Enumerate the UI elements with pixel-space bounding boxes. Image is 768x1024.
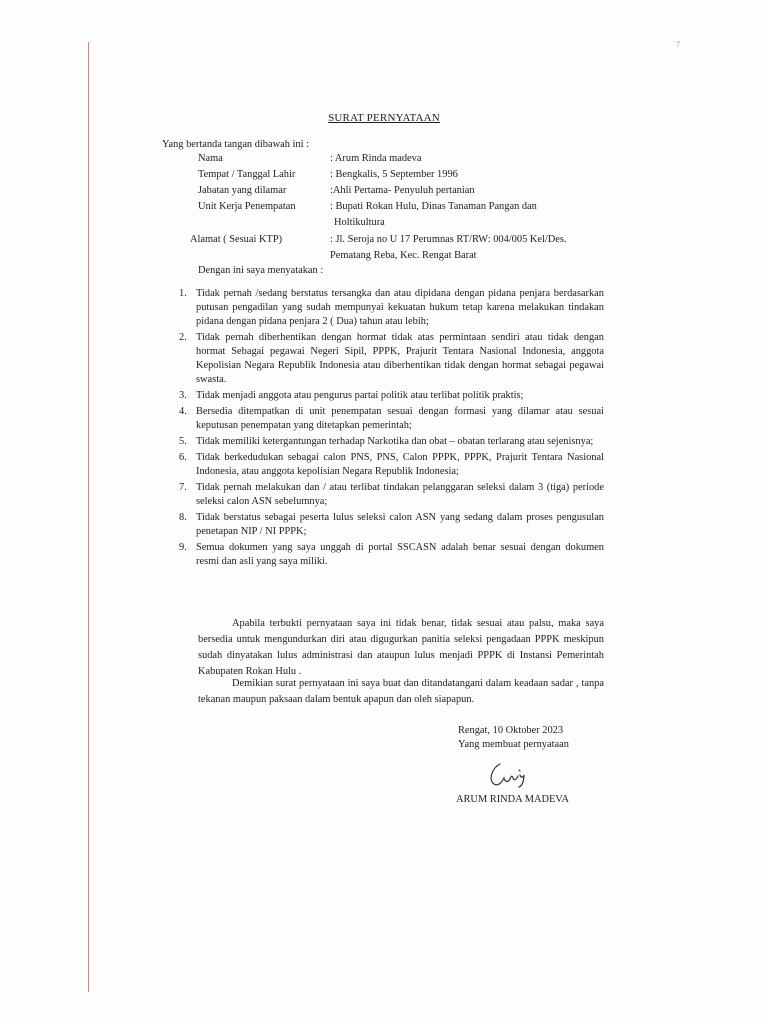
field-value-ttl: : Bengkalis, 5 September 1996 — [330, 169, 458, 180]
list-item — [179, 435, 604, 449]
item-number: 5. — [179, 436, 187, 447]
item-text: Tidak menjadi anggota atau pengurus partai politik atau terlibat politik praktis; — [196, 390, 524, 401]
closing-paragraph-1-text: Apabila terbukti pernyataan saya ini tidak benar, tidak sesuai atau palsu, maka saya bersedia untuk mengundurkan diri atau digugurkan panitia seleksi pengadaan PPPK meskipun sudah dinyatakan lulus administrasi dan ataupun lulus menjadi PPPK di Instansi Pemerintah Kabupaten Rokan Hulu . — [198, 618, 604, 677]
field-value-nama: : Arum Rinda madeva — [330, 153, 422, 164]
field-value-jabatan: :Ahli Pertama- Penyuluh pertanian — [330, 185, 475, 196]
item-number: 1. — [179, 288, 187, 299]
statement-intro: Dengan ini saya menyatakan : — [198, 265, 324, 276]
closing-paragraph-1 — [198, 616, 604, 680]
list-item — [179, 481, 604, 509]
list-item — [179, 511, 604, 539]
signer-name: ARUM RINDA MADEVA — [456, 794, 569, 805]
closing-paragraph-2 — [198, 676, 604, 708]
item-number: 6. — [179, 452, 187, 463]
page-mark: 7 — [676, 40, 680, 49]
handwritten-signature — [486, 756, 532, 790]
item-number: 3. — [179, 390, 187, 401]
item-text: Tidak pernah diberhentikan dengan hormat tidak atas permintaan sendiri atau tidak dengan hormat Sebagai pegawai Negeri Sipil, PPPK, Prajurit Tentara Nasional Indonesia, anggota Kepolisian Negara Republik Indonesia atau diberhentikan tidak dengan hormat sebagai pegawai swasta. — [196, 332, 604, 385]
field-label-jabatan: Jabatan yang dilamar — [198, 185, 287, 196]
field-label-alamat: Alamat ( Sesuai KTP) — [190, 234, 283, 245]
list-item — [179, 287, 604, 329]
item-text: Tidak berkedudukan sebagai calon PNS, PNS, Calon PPPK, PPPK, Prajurit Tentara Nasional Indonesia, atau anggota kepolisian Negara Republik Indonesia; — [196, 452, 604, 477]
list-item — [179, 541, 604, 569]
item-text: Tidak pernah /sedang berstatus tersangka dan atau dipidana dengan pidana penjara berdasarkan putusan pengadilan yang sudah mempunyai kekuatan hukum tetap karena melakukan tindakan pidana dengan pidana penjara 2 ( Dua) tahun atau lebih; — [196, 288, 604, 327]
item-number: 7. — [179, 482, 187, 493]
list-item — [179, 405, 604, 433]
field-value-unit-kerja: : Bupati Rokan Hulu, Dinas Tanaman Pangan dan — [330, 201, 537, 212]
item-number: 4. — [179, 406, 187, 417]
place-date: Rengat, 10 Oktober 2023 — [458, 725, 564, 736]
signature-block — [458, 724, 569, 752]
field-value-alamat-cont: Pematang Reba, Kec. Rengat Barat — [330, 250, 477, 261]
field-label-unit-kerja: Unit Kerja Penempatan — [198, 201, 296, 212]
intro-line: Yang bertanda tangan dibawah ini : — [162, 139, 309, 150]
item-number: 9. — [179, 542, 187, 553]
field-value-unit-kerja-cont: Holtikultura — [334, 217, 385, 228]
field-label-nama: Nama — [198, 153, 223, 164]
item-text: Tidak pernah melakukan dan / atau terlibat tindakan pelanggaran seleksi dalam 3 (tiga) periode seleksi calon ASN sebelumnya; — [196, 482, 604, 507]
closing-paragraph-2-text: Demikian surat pernyataan ini saya buat dan ditandatangani dalam keadaan sadar , tanpa tekanan maupun paksaan dalam bentuk apapun dan oleh siapapun. — [198, 678, 604, 705]
field-label-ttl: Tempat / Tanggal Lahir — [198, 169, 296, 180]
margin-rule — [88, 42, 89, 992]
document-title: SURAT PERNYATAAN — [328, 112, 440, 124]
item-number: 2. — [179, 332, 187, 343]
item-number: 8. — [179, 512, 187, 523]
field-value-alamat: : Jl. Seroja no U 17 Perumnas RT/RW: 004/005 Kel/Des. — [330, 234, 567, 245]
signer-role: Yang membuat pernyataan — [458, 739, 569, 750]
item-text: Tidak memiliki ketergantungan terhadap Narkotika dan obat – obatan terlarang atau sejenisnya; — [196, 436, 594, 447]
list-item — [179, 389, 604, 403]
item-text: Semua dokumen yang saya unggah di portal SSCASN adalah benar sesuai dengan dokumen resmi dan asli yang saya miliki. — [196, 542, 604, 567]
statement-list — [179, 287, 604, 571]
list-item — [179, 331, 604, 387]
list-item — [179, 451, 604, 479]
item-text: Bersedia ditempatkan di unit penempatan sesuai dengan formasi yang dilamar atau sesuai keputusan penempatan yang ditetapkan pemerintah; — [196, 406, 604, 431]
item-text: Tidak berstatus sebagai peserta lulus seleksi calon ASN yang sedang dalam proses pengusulan penetapan NIP / NI PPPK; — [196, 512, 604, 537]
